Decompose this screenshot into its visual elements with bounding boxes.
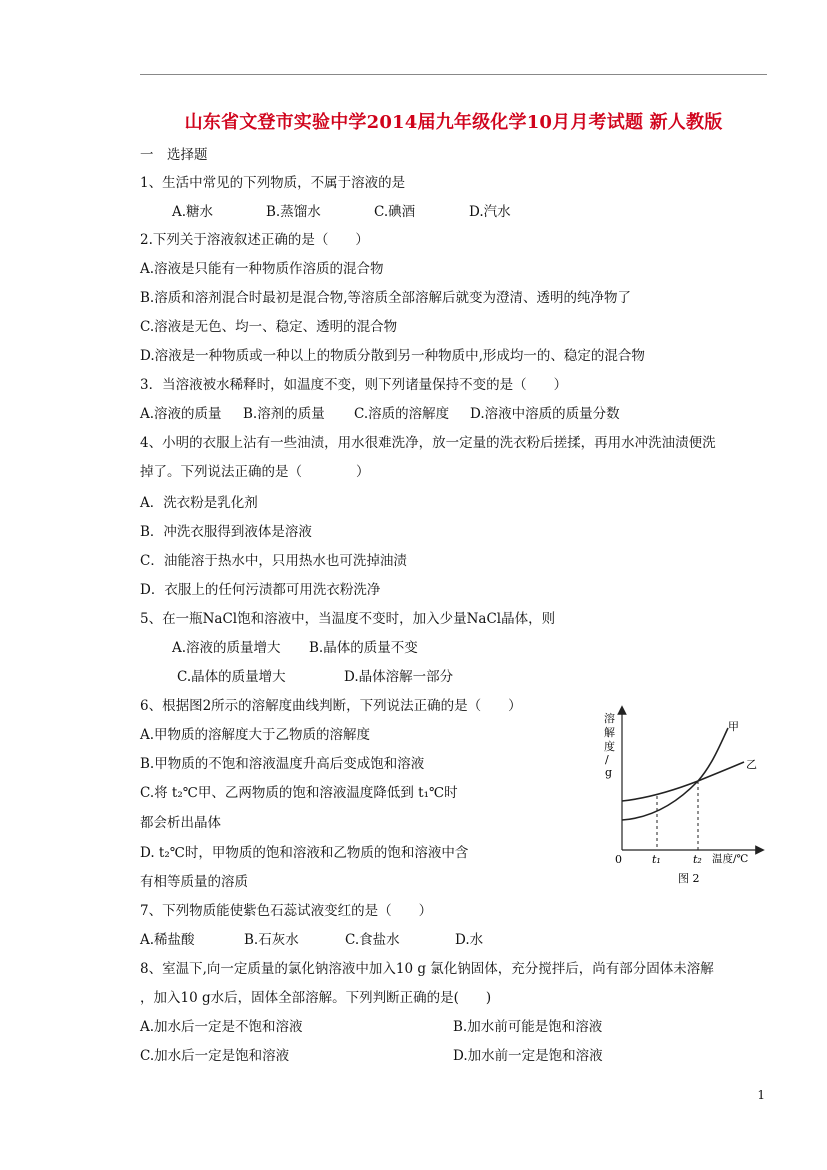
q6-option-d-cont: 有相等质量的溶质 (140, 874, 248, 890)
q8-stem-line1: 8、室温下,向一定质量的氯化钠溶液中加入10 g 氯化钠固体，充分搅拌后，尚有部分固体未溶解 (140, 961, 714, 977)
q1-option-d: D.汽水 (469, 204, 511, 220)
header-rule (140, 74, 767, 75)
q1-stem: 1、生活中常见的下列物质，不属于溶液的是 (140, 175, 406, 191)
q2-option-b: B.溶质和溶剂混合时最初是混合物,等溶质全部溶解后就变为澄清、透明的纯净物了 (140, 290, 632, 306)
q6-option-c-cont: 都会析出晶体 (140, 815, 221, 831)
x-axis-label: 温度/℃ (712, 853, 749, 865)
y-label-char-4: / (605, 753, 609, 766)
origin-label: 0 (615, 853, 622, 866)
solubility-curve-figure (590, 700, 770, 890)
page-number: 1 (757, 1088, 765, 1102)
q8-option-c: C.加水后一定是饱和溶液 (140, 1048, 290, 1064)
q6-option-b: B.甲物质的不饱和溶液温度升高后变成饱和溶液 (140, 756, 425, 772)
q2-option-c: C.溶液是无色、均一、稳定、透明的混合物 (140, 319, 398, 335)
q3-stem: 3．当溶液被水稀释时，如温度不变，则下列诸量保持不变的是（ ） (140, 377, 568, 393)
q3-option-c: C.溶质的溶解度 (354, 406, 450, 422)
y-label-char-1: 溶 (604, 712, 615, 725)
section-heading: 一 选择题 (140, 147, 208, 163)
q7-option-c: C.食盐水 (345, 932, 400, 948)
q4-option-b: B．冲洗衣服得到液体是溶液 (140, 524, 312, 540)
y-label-char-2: 解 (604, 726, 615, 739)
q2-stem: 2.下列关于溶液叙述正确的是（ ） (140, 232, 369, 248)
q2-option-a: A.溶液是只能有一种物质作溶质的混合物 (140, 261, 384, 277)
y-label-char-3: 度 (604, 740, 615, 753)
q4-option-c: C．油能溶于热水中，只用热水也可洗掉油渍 (140, 553, 407, 569)
q7-option-b: B.石灰水 (244, 932, 299, 948)
y-label-char-5: g (605, 766, 613, 779)
q6-option-d: D. t₂℃时，甲物质的饱和溶液和乙物质的饱和溶液中含 (140, 845, 469, 861)
figure-caption: 图 2 (678, 872, 700, 885)
q8-option-a: A.加水后一定是不饱和溶液 (140, 1019, 303, 1035)
q7-option-a: A.稀盐酸 (140, 932, 195, 948)
curve-jia (622, 728, 728, 820)
q8-option-d: D.加水前一定是饱和溶液 (453, 1048, 603, 1064)
q5-stem: 5、在一瓶NaCl饱和溶液中，当温度不变时，加入少量NaCl晶体，则 (140, 611, 556, 627)
q6-stem: 6、根据图2所示的溶解度曲线判断，下列说法正确的是（ ） (140, 698, 522, 714)
q5-option-c: C.晶体的质量增大 (177, 669, 286, 685)
q1-option-c: C.碘酒 (374, 204, 416, 220)
q4-option-a: A．洗衣粉是乳化剂 (140, 495, 258, 511)
q2-option-d: D.溶液是一种物质或一种以上的物质分散到另一种物质中,形成均一的、稳定的混合物 (140, 348, 645, 364)
q6-option-c: C.将 t₂℃甲、乙两物质的饱和溶液温度降低到 t₁℃时 (140, 785, 458, 801)
q5-option-b: B.晶体的质量不变 (309, 640, 418, 656)
q7-option-d: D.水 (455, 932, 484, 948)
q4-stem-line2: 掉了。下列说法正确的是（ ） (140, 464, 370, 480)
q8-stem-line2: ，加入10 g水后，固体全部溶解。下列判断正确的是( ) (140, 990, 492, 1006)
curve-yi-label: 乙 (746, 758, 757, 771)
q6-option-a: A.甲物质的溶解度大于乙物质的溶解度 (140, 727, 371, 743)
q3-option-a: A.溶液的质量 (140, 406, 222, 422)
q5-option-d: D.晶体溶解一部分 (344, 669, 454, 685)
curve-jia-label: 甲 (728, 720, 739, 733)
q1-option-a: A.糖水 (172, 204, 214, 220)
q4-stem-line1: 4、小明的衣服上沾有一些油渍，用水很难洗净，放一定量的洗衣粉后搓揉，再用水冲洗油渍便洗 (140, 435, 716, 451)
t1-label: t₁ (652, 853, 661, 866)
q4-option-d: D．衣服上的任何污渍都可用洗衣粉洗净 (140, 582, 381, 598)
q3-option-d: D.溶液中溶质的质量分数 (470, 406, 620, 422)
q7-stem: 7、下列物质能使紫色石蕊试液变红的是（ ） (140, 903, 433, 919)
q3-option-b: B.溶剂的质量 (243, 406, 325, 422)
q1-option-b: B.蒸馏水 (266, 204, 321, 220)
q8-option-b: B.加水前可能是饱和溶液 (453, 1019, 603, 1035)
q5-option-a: A.溶液的质量增大 (172, 640, 281, 656)
document-title: 山东省文登市实验中学2014届九年级化学10月月考试题 新人教版 (184, 112, 723, 133)
t2-label: t₂ (693, 853, 702, 866)
